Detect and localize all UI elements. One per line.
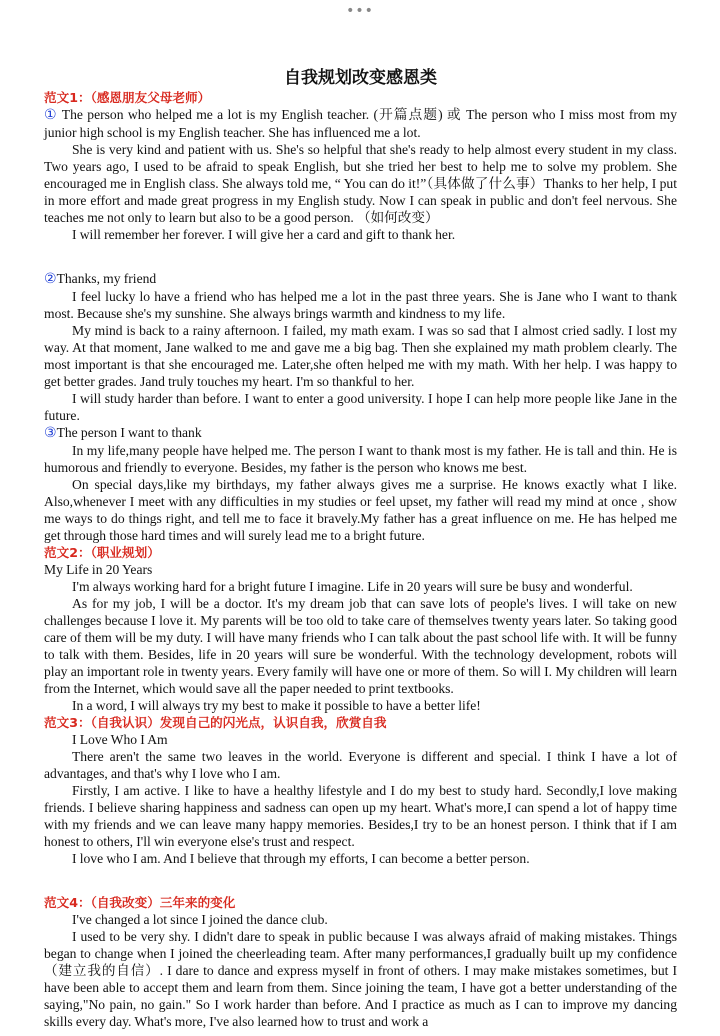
section-4-paragraph: I used to be very shy. I didn't dare to speak in public because I was always afraid of making mistakes. Things began to change when I joined the cheerleading team. After many performances,I gradually built up my confidence（建立我的自信）. I dare to dance and express myself in front of others. I may make mistakes sometimes, but I have been able to accept them and learn from them. Since joining the team, I have got a better understanding of the saying,"No pain, no gain." So I work harder than before. And I practice as much as I can to improve my dancing skills every day. What's more, I've also learned how to trust and work a	[44, 929, 677, 1029]
essay-1-paragraph: She is very kind and patient with us. She's so helpful that she's ready to help almost every student in my class. Two years ago, I used to be afraid to speak English, but she tried her best to help me to solve my problem. She encouraged me in English class. She always told me, “ You can do it!”（具体做了什么事）Thanks to her help, I put in more effort and made great progress in my English study. Now I can speak in public and don't feel nervous. She teaches me not only to learn but also to be a good person. （如何改变）	[44, 142, 677, 225]
essay-1-paragraph: I will remember her forever. I will give her a card and gift to thank her.	[72, 227, 456, 242]
essay-1-paragraph: ① The person who helped me a lot is my English teacher. (开篇点题) 或 The person who I miss most from my junior high school is my English teacher. She has influenced me a lot.	[44, 107, 677, 140]
section-2-essay-title: My Life in 20 Years	[44, 562, 153, 577]
page-title: 自我规划改变感恩类	[284, 68, 437, 88]
essay-1-number: ①	[44, 107, 58, 123]
section-3-essay-title: I Love Who I Am	[72, 732, 168, 747]
section-3-paragraph: Firstly, I am active. I like to have a healthy lifestyle and I do my best to study hard. Secondly,I love making friends. I believe sharing happiness and sadness can open up my heart. What's more,I can spend a lot of happy time with my friends and we can leave many happy memories. Besides,I try to be an honest person. I think that if I am honest to others, I'll win everyone else's trust and respect.	[44, 783, 677, 849]
section-2-paragraph: I'm always working hard for a bright future I imagine. Life in 20 years will sure be busy and wonderful.	[72, 579, 633, 594]
section-2-paragraph: In a word, I will always try my best to make it possible to have a better life!	[72, 698, 481, 713]
section-3-paragraph: There aren't the same two leaves in the world. Everyone is different and special. I think I have a lot of advantages, and that's why I love who I am.	[44, 749, 677, 781]
essay-3-paragraph: In my life,many people have helped me. The person I want to thank most is my father. He is tall and thin. He is humorous and friendly to everyone. Besides, my father is the person who knows me best.	[44, 443, 677, 475]
essay-2-paragraph: My mind is back to a rainy afternoon. I failed, my math exam. I was so sad that I almost cried sadly. I lost my way. At that moment, Jane walked to me and gave me a big bag. Then she explained my math problem clearly. The most important is that she encouraged me. Later,she often helped me with my math. With her help. I was happy to get better grades. Jand truly touches my heart. I'm so thankful to her.	[44, 323, 677, 389]
section-3-heading: 范文3：（自我认识）发现自己的闪光点，认识自我，欣赏自我	[44, 715, 387, 730]
essay-3-number: ③	[44, 425, 57, 441]
section-3-paragraph: I love who I am. And I believe that through my efforts, I can become a better person.	[72, 851, 530, 866]
essay-3-title: ③The person I want to thank	[44, 425, 202, 441]
essay-2-paragraph: I will study harder than before. I want to enter a good university. I hope I can help more people like Jane in the future.	[44, 391, 677, 423]
essay-2-number: ②	[44, 271, 57, 287]
section-2-paragraph: As for my job, I will be a doctor. It's my dream job that can save lots of people's lives. I will take on new challenges because I love it. My parents will be too old to take care of themselves twenty years later. So taking good care of them will be my duty. I will have many friends who I can talk about the past school life with. It will be funny to talk with them. Besides, life in 20 years will sure be wonderful. With the technology development, robots will play an important role in twenty years. Every family will have one or more of them. So will I. My children will learn from the Internet, which would save all the paper needed to print textbooks.	[44, 596, 677, 696]
section-4-paragraph: I've changed a lot since I joined the dance club.	[72, 912, 328, 927]
section-1-heading: 范文1：（感恩朋友父母老师）	[44, 90, 211, 105]
essay-3-paragraph: On special days,like my birthdays, my father always gives me a surprise. He knows exactly what I like. Also,whenever I meet with any difficulties in my studies or feel upset, my father will read my mind at once , show me ways to do things right, and tell me to face it bravely.My father has a great influence on me. He has helped me get through those hard times and will surely lead me to a bright future.	[44, 477, 677, 543]
document-body	[44, 89, 677, 1030]
essay-2-title: ②Thanks, my friend	[44, 271, 157, 287]
more-options-icon[interactable]: •••	[346, 3, 374, 19]
essay-2-paragraph: I feel lucky lo have a friend who has helped me a lot in the past three years. She is Jane who I want to thank most. Because she's my sunshine. She always brings warmth and kindness to my life.	[44, 289, 677, 321]
section-2-heading: 范文2：（职业规划）	[44, 545, 160, 560]
section-4-heading: 范文4：（自我改变）三年来的变化	[44, 895, 236, 910]
